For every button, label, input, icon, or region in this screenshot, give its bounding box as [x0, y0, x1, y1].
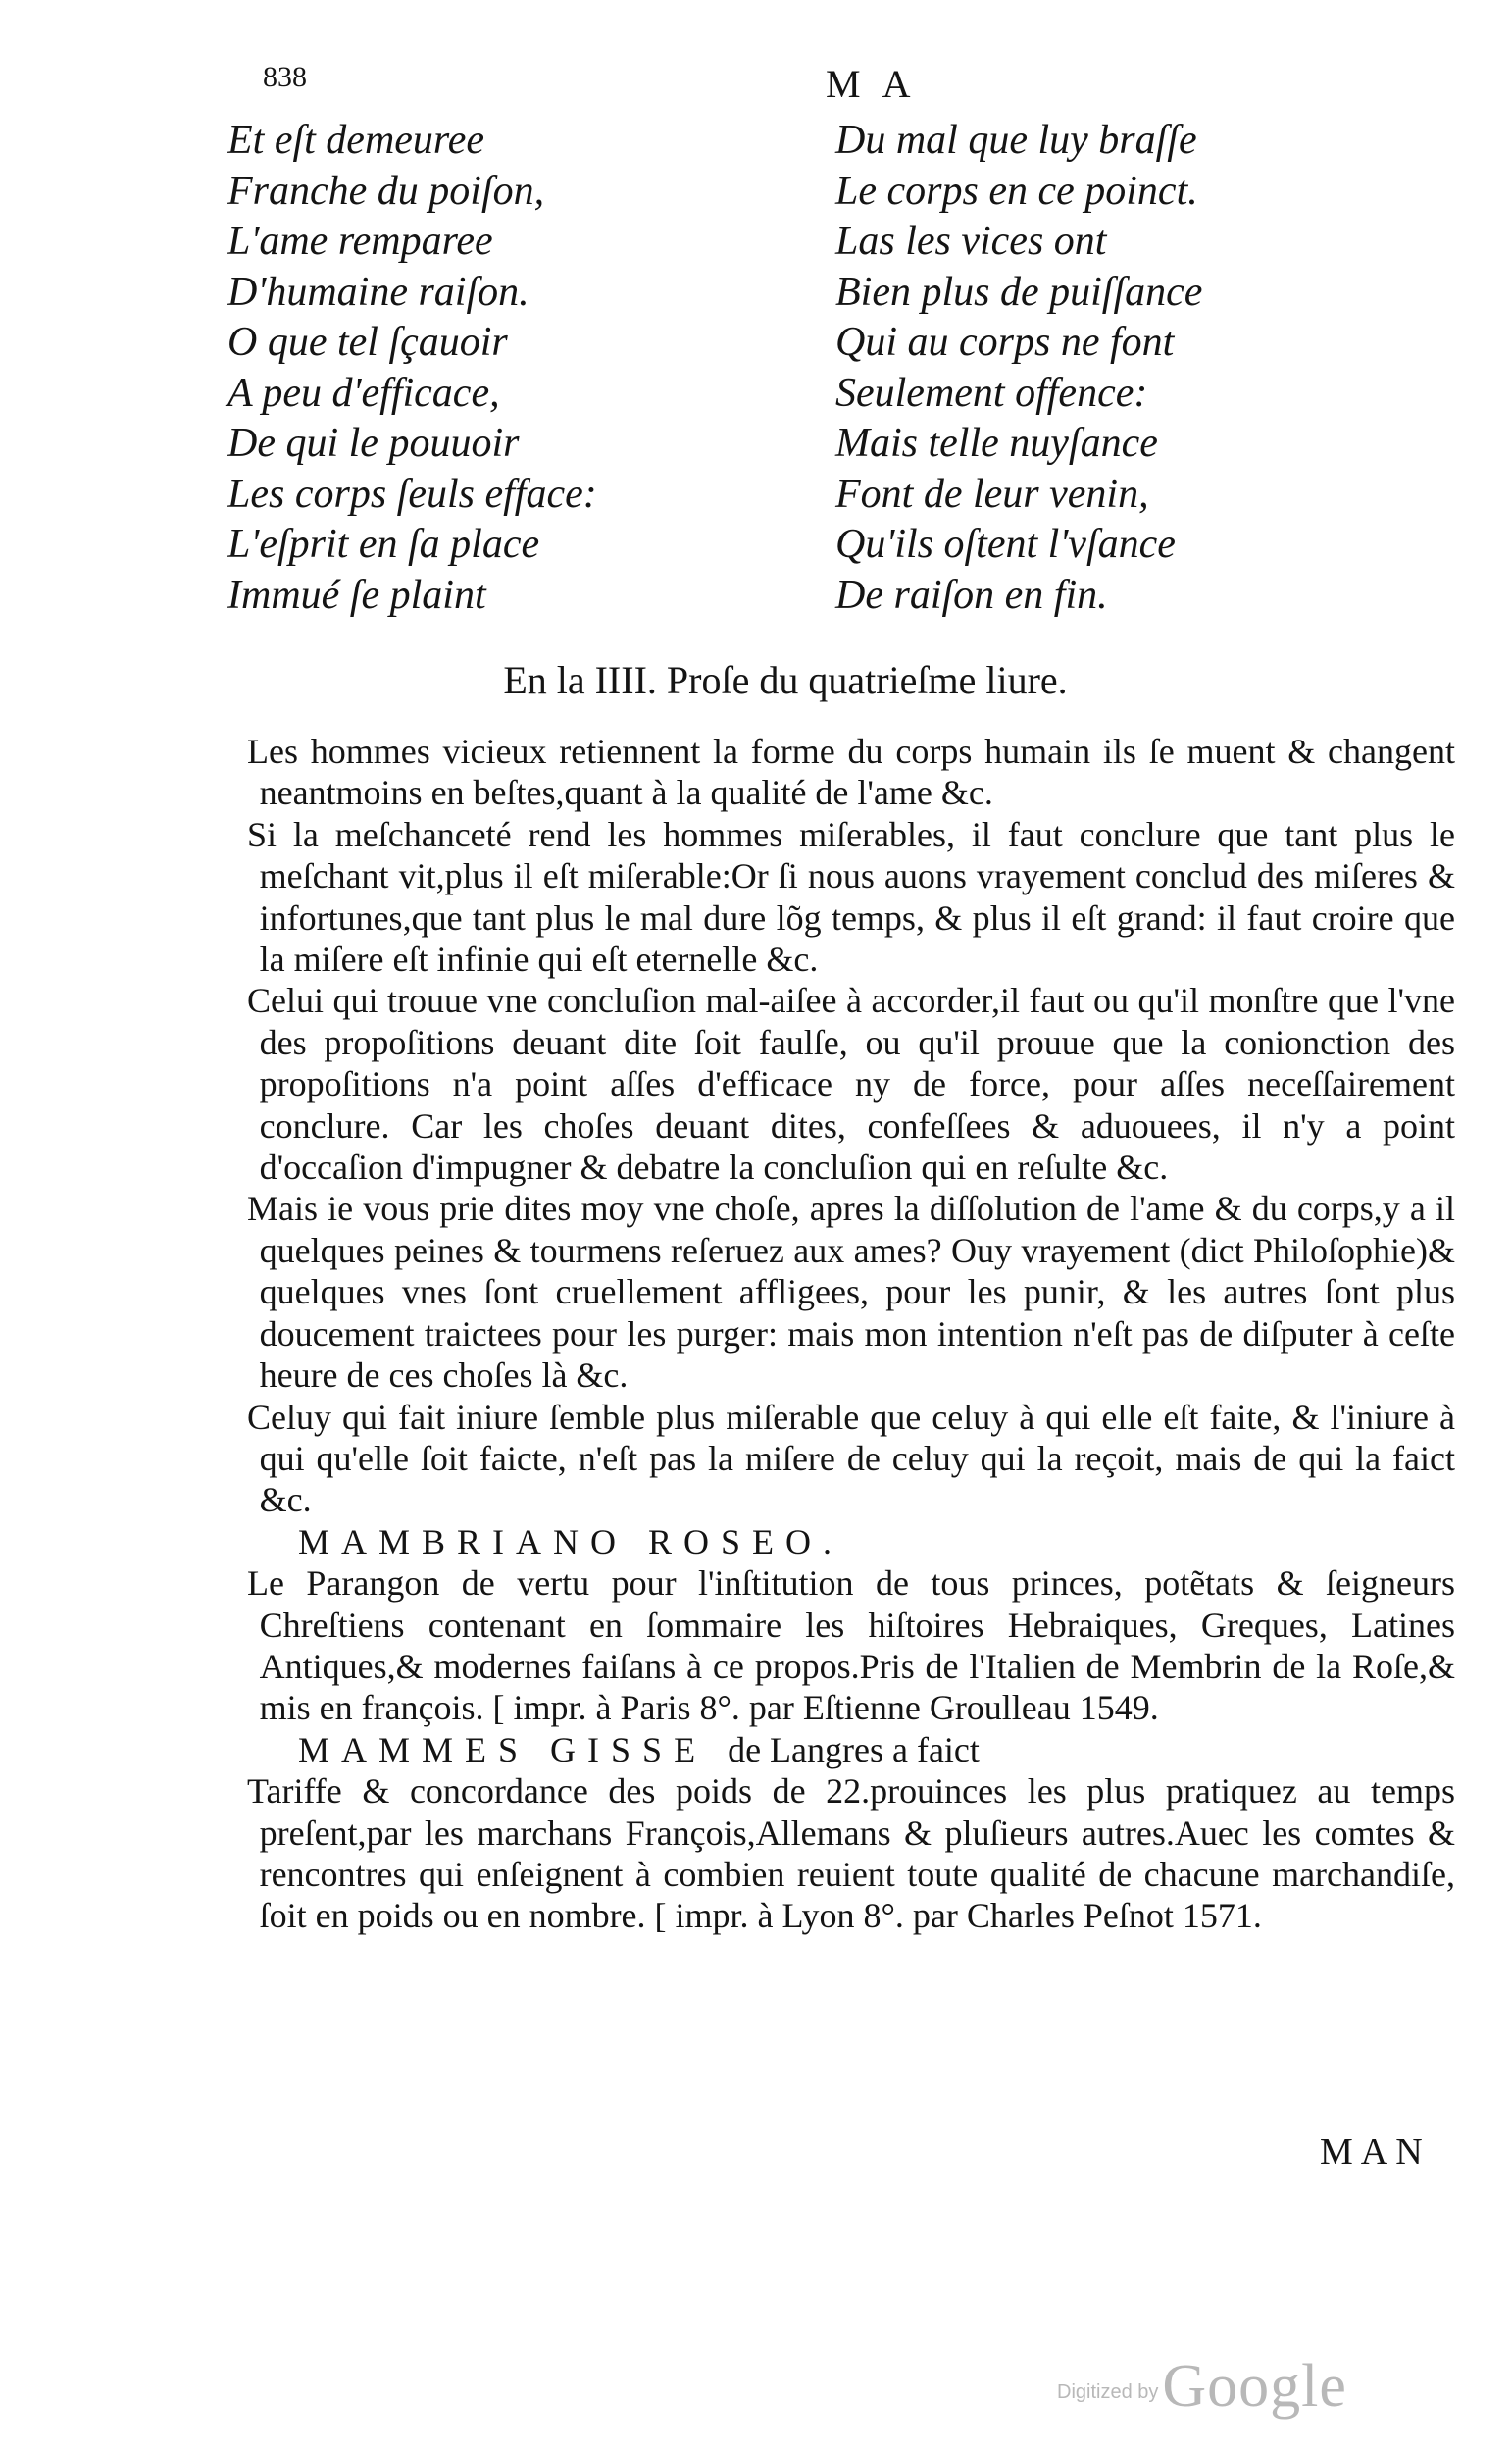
verse-line: Mais telle nuyſance [835, 421, 1158, 466]
verse-line: Qu'ils oſtent l'vſance [835, 522, 1176, 567]
prose-block [247, 731, 1455, 1937]
verse-line: Le corps en ce poinct. [835, 168, 1198, 214]
verse-line: De raiſon en fin. [835, 572, 1108, 618]
catchword: MAN [1320, 2131, 1431, 2172]
verse-line: Franche du poiſon, [227, 168, 545, 214]
entry-suffix: de Langres a faict [728, 1729, 980, 1769]
verse-line: De qui le pouuoir [227, 421, 520, 466]
verse-line: Font de leur venin, [835, 471, 1149, 517]
verse-line: L'eſprit en ſa place [227, 522, 540, 567]
digitized-watermark [1057, 2352, 1347, 2422]
entry-body: Le Parangon de vertu pour l'inſtitution de tous princes, potẽtats & ſeigneurs Chreſtiens contenant en ſommaire les hiſtoires Hebraiques, Greques, Latines Antiques,& modernes faiſans à ce propos.Pris de l'Italien de Membrin de la Roſe,& mis en françois. [ impr. à Paris 8°. par Eſtienne Groulleau 1549. [247, 1563, 1455, 1728]
page-number: 838 [263, 61, 307, 93]
verse-line: D'humaine raiſon. [227, 269, 529, 315]
verse-column-right [835, 116, 1202, 621]
prose-paragraph: Celui qui trouue vne concluſion mal-aiſee à accorder,il faut ou qu'il monſtre que l'vne des propoſitions deuant dite ſoit faulſe, ou qu'il prouue que la conionction des propoſitions n'a point aſſes d'efficace ny de force, pour aſſes neceſſairement conclure. Car les choſes deuant dites, confeſſees & aduouees, il n'y a point d'occaſion d'impugner & debatre la concluſion qui en reſulte &c. [247, 981, 1455, 1188]
prose-paragraph: Celuy qui fait iniure ſemble plus miſerable que celuy à qui elle eſt faite, & l'iniure à qui qu'elle ſoit faicte, n'eſt pas la miſere de celuy qui la reçoit, mais de qui la faict &c. [247, 1397, 1455, 1520]
verse-line: Seulement offence: [835, 370, 1148, 416]
running-title: MA [826, 62, 932, 106]
running-head [0, 61, 1512, 110]
verse-line: Las les vices ont [835, 219, 1107, 264]
verse-line: Bien plus de puiſſance [835, 269, 1203, 315]
verse-line: L'ame remparee [227, 219, 493, 264]
watermark-brand: Google [1162, 2353, 1347, 2420]
verse-line: A peu d'efficace, [227, 370, 500, 416]
prose-paragraph: Mais ie vous prie dites moy vne choſe, apres la diſſolution de l'ame & du corps,y a il quelques peines & tourmens reſeruez aux ames? Ouy vrayement (dict Philoſophie)& quelques vnes ſont cruellement affligees, pour les punir, & les autres ſont plus doucement traictees pour les purger: mais mon intention n'eſt pas de diſputer à ceſte heure de ces choſes là &c. [247, 1189, 1455, 1396]
entry-author: MAMMES GISSE [298, 1729, 708, 1769]
bibliographic-entry [247, 1729, 1455, 1937]
verse-line: O que tel ſçauoir [227, 320, 508, 365]
entry-body: Tariffe & concordance des poids de 22.prouinces les plus pratiquez au temps preſent,par les marchans François,Allemans & pluſieurs autres.Auec les comtes & rencontres qui enſeignent à combien reuient toute qualité de chacune marchandiſe, ſoit en poids ou en nombre. [ impr. à Lyon 8°. par Charles Peſnot 1571. [247, 1771, 1455, 1936]
verse-line: Et eſt demeuree [227, 118, 484, 163]
prose-paragraph: Les hommes vicieux retiennent la forme du corps humain ils ſe muent & changent neantmoins en beſtes,quant à la qualité de l'ame &c. [247, 732, 1455, 813]
verse-line: Du mal que luy braſſe [835, 118, 1197, 163]
entry-author: MAMBRIANO ROSEO. [298, 1521, 844, 1561]
entry-heading [247, 1521, 1455, 1562]
verse-column-left [227, 116, 597, 621]
verse-line: Qui au corps ne font [835, 320, 1175, 365]
verse-line: Les corps ſeuls efface: [227, 471, 597, 517]
watermark-prefix: Digitized by [1057, 2381, 1159, 2403]
prose-paragraph: Si la meſchanceté rend les hommes miſerables, il faut conclure que tant plus le meſchant vit,plus il eſt miſerable:Or ſi nous auons vrayement conclud des miſeres & infortunes,que tant plus le mal dure lõg temps, & plus il eſt grand: il faut croire que la miſere eſt infinie qui eſt eternelle &c. [247, 814, 1455, 980]
entry-heading [247, 1729, 1455, 1770]
bibliographic-entry [247, 1521, 1455, 1729]
verse-line: Immué ſe plaint [227, 572, 486, 618]
section-heading: En la IIII. Proſe du quatrieſme liure. [503, 658, 1068, 702]
